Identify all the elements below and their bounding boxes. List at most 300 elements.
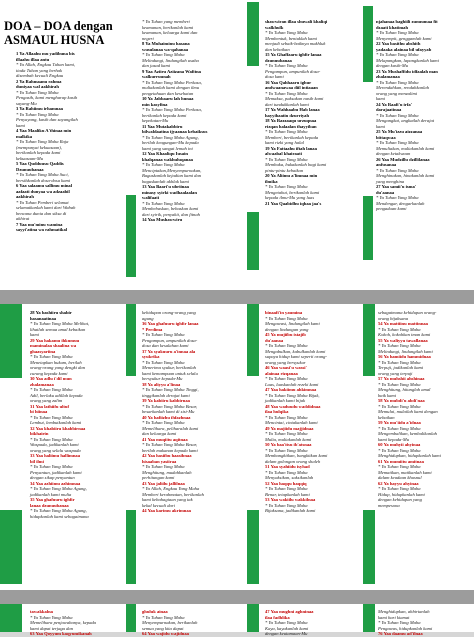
translation-line: * Ya Tuhan Yang Maha [378,464,421,469]
prayer-line: 53 Yaa wakiilu wakkilnaa [265,497,316,502]
translation-line: orang yang bersyukur [265,359,306,365]
translation-line: * Ya Tuhan Yang Maha [376,79,419,85]
prayer-line: 4 Yaa Maaliku A'thinaa min [16,128,72,133]
prayer-line: 40 Ya hafiizhu ihfazhnaa [142,414,191,420]
prayer-line: 19 Ya Fattaahu iftah lanaa [265,145,317,151]
prayer-line: ghuluk ainaa [142,609,168,614]
prayer-line: 42 Yaa hasiibu haasibnaa [142,453,192,458]
prayer-line: bilwaldaatina ijyaanaa kebaiksus [142,129,208,134]
green-bar [0,304,22,378]
translation-line: bersihkanlah dosa-dosa kami [16,177,71,183]
translation-line: Baguskanlah kejadian kami dan [142,173,202,178]
prayer-line: 45 Ya mujiibu istajib [265,332,306,337]
translation-line: bersyukur kepada-Mu [142,376,183,381]
translation-line: Menciptakan,Menyempurnakan, [142,167,202,173]
translation-line: * Ya Tuhan Yang Maha [378,620,421,625]
prayer-line: 35 Yaa ghafuuru ighfir [30,497,75,502]
translation-line: agung [142,315,154,321]
prayer-line: 32 Yaa khabiiru khabbirnaa [30,425,86,431]
prayer-line: 16 Yaa Qahhaaru ighur [265,79,312,85]
translation-line: * Ya Tuhan Yang Maha [378,359,421,365]
page-3-column-2 [142,609,242,636]
prayer-line: 31 Yaa lathiifu ultuf [30,403,70,409]
translation-line: tinggikanlah derajat kami [142,392,190,398]
translation-line: * Ya Tuhan Yang Maha Tinggi, [142,387,199,392]
translation-line: Mematikan, matikanlah kami [378,469,432,475]
translation-line: * Ya Tuhan Yang Maha Besar, [142,403,198,409]
green-bar [247,510,259,584]
page-separator [0,290,474,304]
prayer-line: 47 Yaa mughni aghninaa [265,609,314,614]
prayer-line: 24 Ya Raafi'u irfa' [376,101,412,107]
translation-line: * Ya Tuhan Yang Maha Suci, [16,172,69,177]
prayer-line: malkika [16,133,33,139]
translation-line: Menghidupkan, hidupkanlah kami [378,453,441,458]
prayer-line: 22 Yaa basithu abshith [376,41,421,46]
page-1 [0,0,474,290]
translation-line: dalam keadaan khusnul [378,475,422,480]
translation-line: disembah kecuali Engkau [16,73,64,78]
translation-line: Melindungi, lindungilah kami [378,348,433,354]
prayer-line: 2 Ya Rahmaanu rahma [16,78,62,84]
translation-line: Kokoh, kokohkan iman kami [378,332,431,337]
translation-line: * Ya Tuhan Yang Maha [378,486,421,491]
prayer-line: illaahu illaa antu [16,56,50,62]
translation-line: Memelihara penjawabanya, kepada [30,620,96,625]
translation-line: curang kepada kami [30,370,68,376]
translation-line: * Ya Tuhan Yang Maha [265,620,308,625]
translation-line: * Ya Tuhan Yang Maha [142,420,185,425]
prayer-line: min kasyfina [142,101,168,107]
translation-line: keamanan, berikanlah kami [142,24,194,30]
prayer-line: walkurruunah [142,74,171,79]
translation-line: orang yang selalu waspada [30,447,81,453]
translation-line: dalam golongan orang shaleh [265,458,321,464]
prayer-line: 59 Ya mu'iidu a'idnaa [378,420,421,425]
translation-line: kami [376,123,385,129]
translation-line: * Ya Tuhan Yang Maha [30,614,73,620]
prayer-line: zhalamanaa [30,381,54,387]
translation-line: Mendengar, dengarkanlah [376,200,425,206]
prayer-line: 30 Yaa adlu i'dil mun [30,376,72,381]
translation-line: * Ya Tuhan Yang Maha [142,162,185,167]
translation-line: * Ya Tuhan Yang Maha [378,403,421,409]
prayer-line: 27 Yaa samii'u isma' [376,184,417,189]
translation-line: orang yang terpuji [378,370,413,376]
translation-line: Penyayang, kasih dan sayangilah [16,117,78,122]
prayer-line: ilaa fadhlika [265,614,290,620]
translation-line: * Ya Tuhan Yang Maha [265,414,308,420]
translation-line: Pengawas, hidupkanlah kami [378,625,433,631]
prayer-line: 47 Yaa hakiimu ahkimnaa [265,387,317,392]
translation-line: Membuka, bukakanlah bagi kami [265,162,327,167]
prayer-line: ilaa hulqika [265,409,289,414]
green-bar [126,604,136,632]
green-bar [363,6,373,82]
translation-line: supaya hidup kami seperti orang- [265,354,328,359]
translation-line: yang menghina [376,178,405,184]
translation-line: orang-orang yang dengki dan [30,365,85,370]
translation-line: Menyaksikan, saksikanlah [265,475,314,480]
translation-line: lihatlah semua amal kebaikan [30,326,86,332]
translation-line: kami dapat terjaga dan [30,625,73,631]
prayer-line: bittaqwaa [376,134,396,140]
translation-line: Penyantun, jadikanlah kami [30,469,82,475]
translation-line: berilah keagungan-Mu kepada [142,140,199,145]
translation-line: (mempunyai kekuasaan), [16,144,62,150]
translation-line: * Ya Tuhan Yang Maha [30,436,73,442]
translation-line: * Ya Tuhan Yang Maha [265,447,308,453]
translation-line: Mengawasi, lindungilah kami [265,321,320,326]
translation-line: orang bijaksana [378,315,408,321]
page-1-column-1 [16,51,122,290]
translation-line: Melapangkan, lapangkanlah kami [376,57,439,63]
page-2-column-4 [378,310,472,590]
translation-line: keamanan, keluarga kami dan [142,30,198,35]
translation-line: berikanlah kepada kami [142,112,187,118]
translation-line: Menghitung, mudahkanlah [142,469,192,475]
prayer-line: 38 Ya aliyyu a'linaa [142,381,181,387]
prayer-line: 55 Ya waliyyu tawallanaa [378,337,428,343]
translation-line: hidupkanlah kami sebagaimana [30,513,89,519]
prayer-line: 76 Yaa daamu ad'ilnaa [378,631,423,636]
translation-line: * Ya Tuhan Yang Maha [265,129,308,134]
translation-line: jadikanlah kami bijak [265,398,306,403]
translation-line: Benar, tetapkanlah kami [265,491,310,497]
translation-line: pengaduan kami [376,206,407,211]
translation-line: * Ya Tuhan Yang Maha [265,502,308,508]
prayer-line: 18 Ya Razzaaqu urzuqnaa [265,118,317,123]
green-bar [126,510,136,584]
green-bar [363,604,375,632]
prayer-line: minasy syirki wadhaalaalan [142,189,197,195]
translation-line: Merendahkan, rendahkanlah [376,85,429,90]
translation-line: kekal kecuali dari [142,502,175,508]
translation-line: * Ya Tuhan Yang Maha [142,332,185,337]
prayer-line: 20 Ya Aliimu a'limnaa min [265,173,318,178]
prayer-line: andwaanawaa diil intiaaan [265,85,318,90]
green-bar [247,304,259,376]
translation-line: * Ya Tuhan Yang Maha Besar, [142,442,198,447]
page-2 [0,304,474,590]
translation-line: kami rizki yang halal [265,140,304,145]
translation-line: Menyempurnakan, berikanlah [142,620,198,625]
prayer-line: 10 Ya Jabbaaru lah hunaa [142,96,194,101]
prayer-line: 51 Yaa syahiidu isyhad [265,464,310,469]
translation-line: Luas, luaskanlah rezeki kami [265,381,319,387]
prayer-line: 26 Yaa Mudzillu dzillilanaa [376,156,430,162]
prayer-line: maminalaa shaalina wa [30,343,77,348]
translation-line: * Ya Tuhan Yang Maha [30,464,73,469]
prayer-line: 41 Yaa muqiitu aqitnaa [142,436,188,442]
prayer-line: 49 Ya majiidu majjidnaa [265,425,314,431]
prayer-line: 14 Yaa Mushawwiru [142,217,183,222]
translation-line: Memberi kerahmatan, berikanlah [142,491,204,497]
translation-line: * Ya Tuhan Yang Maha [376,140,419,145]
translation-line: * Ya Tuhan Yang Maha [142,464,185,469]
prayer-line: 34 Yaa azhiimu azhimnaa [30,480,81,486]
prayer-line: 39 Ya kabiiru kabbirnaa [142,398,190,403]
prayer-line: 52 Yaa haqqu haqqiq [265,480,307,486]
translation-line: tiada Tuhan yang berhak [16,67,62,73]
translation-line: Terpuji, jadikanlah kami [378,365,424,370]
translation-line: dengan kasih-Mu [376,63,409,68]
translation-line: Memuliakan, muliakanlah kami [376,145,435,151]
translation-line: Mengetahui, berikanlah kami [265,189,320,195]
translation-line: * Ya Tuhan Yang Maha [265,486,308,491]
translation-line: perhitungan kami [142,475,175,480]
prayer-line: hasanaatinaa [30,315,57,321]
translation-line: besarkanlah kami di sisi-Mu [142,409,195,414]
translation-line: * Ya Tuhan Yang Maha [378,326,421,332]
prayer-line: alainaa rizqanaa [265,370,298,376]
prayer-line: khalqanaa wakhuluqanaa [142,156,193,162]
translation-line: Mengangkat, angkatlah derajat [376,118,435,123]
prayer-line: 12 Yaa Khaaliqu Iusain [142,151,188,156]
translation-line: kami [376,96,385,101]
prayer-line: syukrika [142,354,160,359]
translation-line: Mencintai, cintakanlah kami [265,420,318,425]
prayer-line: binaafi'in yaumina [265,310,303,315]
translation-line: kami hari kiamat [378,614,410,620]
prayer-line: 62 Ya hayyu ahyinaa [378,480,419,486]
prayer-line: 50 Ya baa'itsu ib'atsnaa [265,442,312,447]
translation-line: baguskanlah akhlak kami [142,178,189,184]
translation-line: * Ya Tuhan Yang Maha [142,52,185,57]
translation-line: kami [16,122,25,128]
page-1-column-2 [142,19,246,290]
translation-line: * Ya Tuhan Yang Maha [30,387,73,392]
translation-line: jadikanlah kami mulia [30,491,72,497]
prayer-line: 56 Ya hamiidu hammidnaa [378,354,431,359]
translation-line: dan keluarga kami [142,431,177,436]
translation-line: bencana dunia dan siksa di [16,210,67,216]
document-title [4,19,113,47]
prayer-line: 17 Ya Wahhaabu Hab lanaa [265,107,320,112]
translation-line: Memaksa, paksakan nasib kami [265,96,324,101]
prayer-line: 3 Ya Rahiimu irhamnaa [16,106,63,111]
translation-line: semua yang kita dapat [142,625,184,631]
prayer-line: 28 Ya bashiiru shabir [30,310,72,315]
green-bar [247,604,259,632]
prayer-line: 5 Yaa Qudduusu Qaddis [16,161,64,166]
prayer-line: dzunuubanaa [265,57,292,63]
translation-line: dengan sikap penyantun [30,475,75,480]
page-1-column-3 [265,19,361,290]
translation-line: Memberi, berikanlah kepada [265,134,319,140]
translation-line: Pengampun, ampunilah dosa- [265,68,321,74]
prayer-line: lanaa dzunuubanaa [30,502,69,508]
translation-line: * Ya Allah, Engkau Yang Maha [142,486,200,491]
page-2-column-3 [265,310,361,590]
title-line-1: DOA – DOA dengan [4,19,113,33]
prayer-line: hayyibaatin dzurriyah [265,112,310,118]
prayer-line: walkhulk [265,24,284,30]
prayer-line: 25 Ya Mu'izzu aizzanaa [376,129,423,134]
prayer-line: walifaati [142,195,160,200]
translation-line: dengan keutamaan-Mu [265,631,308,636]
prayer-line: yadaaka alainaa bil ufayyab [376,46,432,52]
translation-line: kami kebahagiaan yang tak [142,497,193,502]
page-3-column-3 [265,609,361,636]
prayer-line: sayyi'atina wa rahmatikal [16,227,68,232]
translation-line: * Ya Tuhan Yang Maha [378,343,421,348]
prayer-line: duniyaa wal aakhirah [16,84,59,89]
translation-line: pengetahuan dan kesehatan [142,90,194,96]
prayer-line: Dzunuubanaa [16,166,44,172]
translation-line: Mengembalikan, kembalikanlah [378,431,437,436]
translation-line: * Ya Tuhan Yang Maha [16,89,59,95]
translation-line: Mulia, muliakanlah kami [265,436,312,442]
translation-line: Membangkitkan, bangkitkan kami [265,453,328,458]
prayer-line: tawakkalna [30,609,53,614]
prayer-line: 46 Yaa waasi'u wassi' [265,365,307,370]
prayer-line: 64 Yaa wajidu wajidnaa [142,631,189,636]
translation-line: * Ya Allah, Engkau Tuhan kami, [16,62,76,67]
translation-line: * Ya Tuhan Yang Maha [16,111,59,117]
page-3-column-1 [30,609,122,636]
translation-line: Membebaskan, bebaskan kami [142,206,199,211]
translation-line: kami [30,332,39,337]
prayer-line: 7 Yaa mu'minu wamina [16,221,63,227]
prayer-line: darajaatinaa [376,107,402,112]
translation-line: * Ya Tuhan Yang Maha [376,52,419,57]
translation-line: sayang-Mu [16,100,37,106]
translation-line: * Ya Tuhan Yang Maha [265,156,308,162]
translation-line: * Ya Tuhan Yang Maha [265,184,308,189]
translation-line: kehidupan orang-orang yang [142,310,196,315]
translation-line: * Ya Tuhan Yang Maha [378,425,421,431]
translation-line: Hidup, hidupkanlah kami [378,491,425,497]
prayer-line: wusulanaa wa-qahanaa [142,46,189,52]
green-bar [363,510,375,584]
prayer-line: 58 Ya mubdi'u abdi'naa [378,398,425,403]
translation-line: orang yang menzalimi [376,90,418,96]
translation-line: * Ya Tuhan Yang Maha [265,30,308,35]
translation-line: dosa kami [265,74,284,79]
translation-line: berilah makanan kepada kami [142,447,198,453]
prayer-line: * Perdima [142,326,163,332]
page-1-column-4 [376,19,472,290]
translation-line: * Ya Tuhan Yang Maha [30,414,73,420]
translation-line: Memulai, mulailah kami dengan [378,409,438,414]
prayer-line: 6 Yaa salaamu sallimu minal [16,183,72,188]
translation-line: Menyempit, genggamlah kami [376,35,432,41]
translation-line: dari syirik, penyakit, dan fitnah [142,211,200,217]
translation-line: berikanlah kepada kami [16,150,61,155]
translation-line: negeri [142,35,154,41]
green-bar [0,510,22,584]
prayer-line: 43 Yaa jaliilu jallilnaa [142,480,185,486]
translation-line: * Ya Tuhan Yang Maha Agung, [30,486,87,491]
translation-line: * Ya Tuhan Yang Maha Raja [16,139,69,144]
prayer-line: ghaasyariina [30,348,56,354]
prayer-line: aakhirah [16,194,34,199]
translation-line: * Ya Tuhan Yang Maha [378,447,421,453]
translation-line: * Ya Tuhan Yang Maha Agung, [30,508,87,513]
translation-line: * Ya Tuhan Yang Maha [378,381,421,387]
prayer-line: rizqan halaalan thayyiban [265,123,317,129]
translation-line: kepekatan-Mu [142,118,169,123]
translation-line: kami kepada-Mu [378,436,409,442]
translation-line: dengan kehidupan yang [378,497,422,502]
prayer-line: 48 Yaa waduudu waddidnaa [265,403,321,409]
translation-line: * Ya Tuhan Yang Maha Melihat, [30,321,90,326]
translation-line: * Ya Tuhan Yang Maha [30,354,73,359]
prayer-line: du'aanaa [265,337,284,343]
translation-line: * Ya Tuhan Yang Maha [142,614,185,620]
prayer-line: njahanaa baghiili zunuumaa fit [376,19,438,24]
translation-line: akhirat [16,216,30,221]
translation-line: * Ya Tuhan Yang Maha [265,343,308,348]
title-line-2: ASMAUL HUSNA [4,33,105,47]
green-bar [247,212,259,270]
translation-line: mempesona [378,502,400,508]
prayer-line: 36 Yaa ghafuuru ighfir lanaa [142,321,199,326]
translation-line: * Ya Tuhan Yang Maha [376,112,419,118]
translation-line: * Ya Tuhan Yang Maha [376,30,419,35]
page-3 [0,604,474,636]
translation-line: * Ya Tuhan Yang Maha [265,431,308,436]
translation-line: Bijaksana, jadikanlah kami [265,508,316,513]
translation-line: sebagaimana kehidupan orang- [378,310,437,315]
translation-line: Membentuk, bentuklah kami [265,35,317,41]
page-separator [0,590,474,604]
translation-line: * Ya Tuhan Yang Maha Agung, [142,134,199,140]
translation-line: dosa dan kesalahan kami [142,343,189,348]
page-2-column-1 [30,310,122,590]
translation-line: * Ya Tuhan Yang Maha [265,63,308,68]
translation-line: selamatkanlah kami dari Wabah [16,205,76,210]
page-2-column-2 [142,310,242,590]
translation-line: * Ya Tuhan Yang Maha [265,315,308,321]
prayer-line: 21 Yaa Qaabidhu iqbaa jaa's [265,200,322,206]
translation-line: Lembut, lembutkanlah kami [30,420,82,425]
translation-line: Menghidupkan, ahbirtanlah [378,609,430,614]
translation-line: kekuasaan-Mu [16,155,44,161]
translation-line: * Ya Tuhan Yang Maha [376,195,419,200]
translation-line: dan jasad kami [142,63,171,68]
prayer-line: alwaabal khairaati [265,151,302,156]
prayer-line: 9 Yaa Aziiru Aziizana Wafitna [142,68,201,74]
translation-line: * Ya Tuhan Yang Maha [142,359,185,365]
translation-line: Waspada, jadikanlah kami [30,442,79,447]
translation-line: Memelihara, peliharalah kami [142,425,199,431]
translation-line: Adil, berlaku adillah kepada [30,392,83,398]
page-3-column-4 [378,609,472,636]
prayer-line: du'aanaa [376,189,395,195]
translation-line: * Ya Tuhan yang memberi [142,19,190,24]
translation-line: Menerima syukur, berikanlah [142,365,196,370]
prayer-line: anfusanaa [376,162,397,167]
translation-line: Menghinakan, hinakanlah kami [376,173,435,178]
translation-line: * Ya Tuhan Yang Maha Perkasa, [142,79,202,85]
translation-line: kami yang sangat lemah ini [142,145,193,151]
translation-line: orang yang zalim [30,398,63,403]
translation-line: Kaya, kayakanlah kami [265,625,309,631]
translation-line: baik kami [378,392,396,398]
prayer-line: 60 Ya muhyii ahyinaa [378,442,421,447]
translation-line: * Ya Tuhan Yang Maha [265,90,308,96]
translation-line: dan kebaikan [265,46,290,52]
translation-line: * Ya Tuhan Yang Maha [142,200,185,206]
green-bar [363,304,375,376]
translation-line: Pengasih, kami mengharap kasih [16,95,78,100]
prayer-line: 15 Ya Ghaffaaru ighfir lanaa [265,52,322,57]
translation-line: * Ya Tuhan Yang Maha [376,167,419,173]
prayer-line: hisaaban yasiiraa [142,458,177,464]
green-bar [126,304,136,376]
